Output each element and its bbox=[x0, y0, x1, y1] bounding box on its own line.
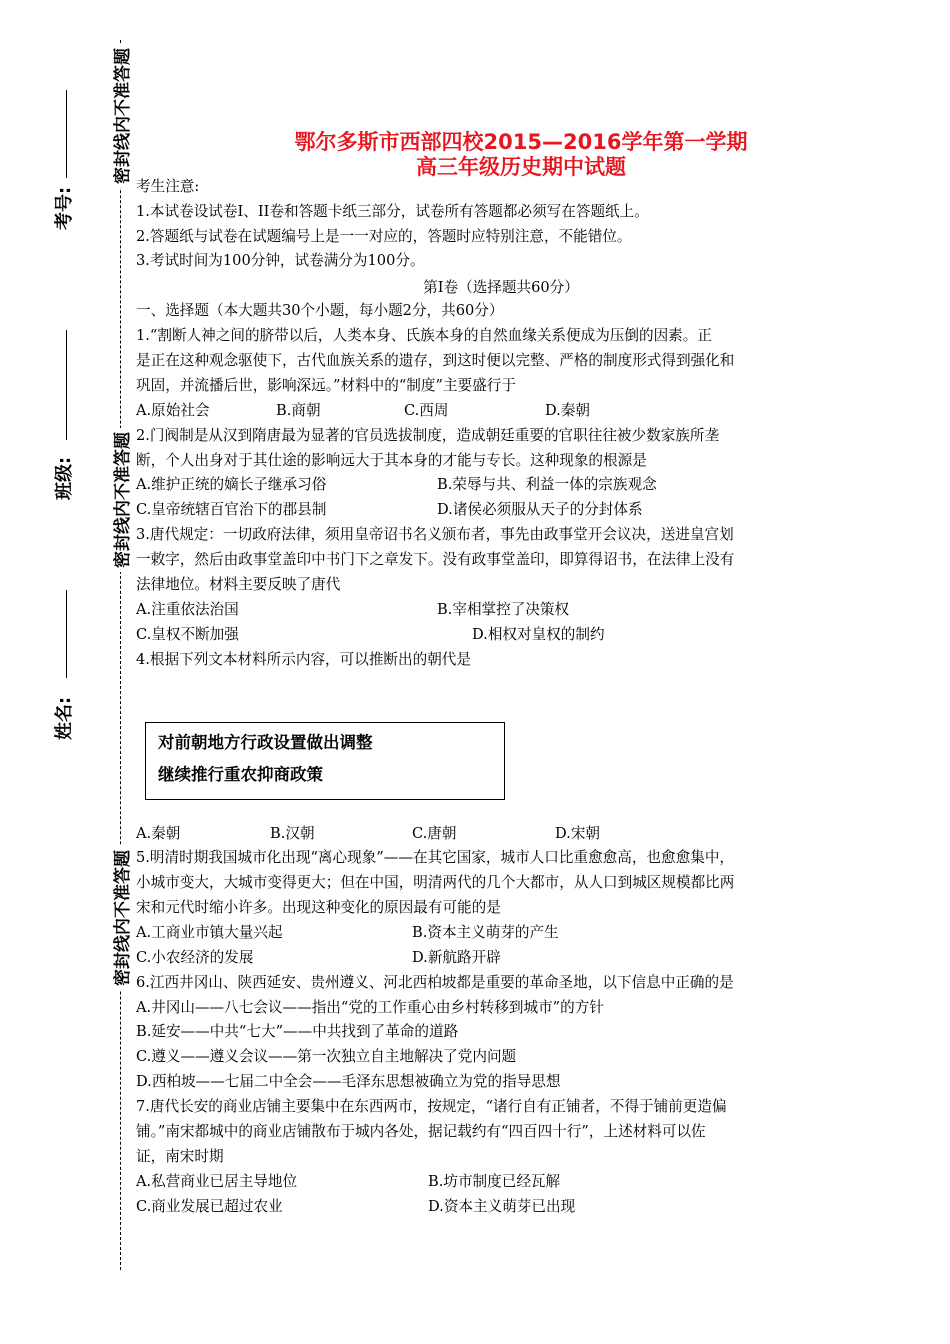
q1-option-d[interactable]: D.秦朝 bbox=[545, 402, 591, 419]
notice-heading: 考生注意: bbox=[136, 178, 200, 195]
question-3-text: 3.唐代规定：一切政府法律，须用皇帝诏书名义颁布者，事先由政事堂开会议决，送进皇宫划 bbox=[136, 526, 734, 543]
question-1-text: 1.“割断人神之间的脐带以后，人类本身、氏族本身的自然血缘关系便成为压倒的因素。正 bbox=[136, 327, 712, 344]
q5-option-c[interactable]: C.小农经济的发展 bbox=[136, 949, 254, 966]
seal-notice-bottom: 密封线内不准答题 bbox=[108, 846, 133, 990]
q4-option-b[interactable]: B.汉朝 bbox=[270, 825, 315, 842]
material-line: 继续推行重农抑商政策 bbox=[158, 765, 323, 784]
notice-item: 3.考试时间为100分钟，试卷满分为100分。 bbox=[136, 252, 425, 269]
q4-option-c[interactable]: C.唐朝 bbox=[412, 825, 457, 842]
question-7-text: 铺。”南宋都城中的商业店铺散布于城内各处，据记载约有“四百四十行”，上述材料可以佐 bbox=[136, 1123, 706, 1140]
question-6-text: 6.江西井冈山、陕西延安、贵州遵义、河北西柏坡都是重要的革命圣地，以下信息中正确的是 bbox=[136, 974, 734, 991]
question-7-text: 证，南宋时期 bbox=[136, 1148, 224, 1165]
q7-option-d[interactable]: D.资本主义萌芽已出现 bbox=[428, 1198, 576, 1215]
q4-option-a[interactable]: A.秦朝 bbox=[136, 825, 181, 842]
q5-option-d[interactable]: D.新航路开辟 bbox=[412, 949, 501, 966]
class-label: 班级: bbox=[54, 456, 75, 500]
name-label: 姓名: bbox=[54, 696, 75, 740]
q4-option-d[interactable]: D.宋朝 bbox=[555, 825, 601, 842]
q6-option-c[interactable]: C.遵义——遵义会议——第一次独立自主地解决了党内问题 bbox=[136, 1048, 517, 1065]
seal-notice-top: 密封线内不准答题 bbox=[108, 44, 133, 188]
q7-option-a[interactable]: A.私营商业已居主导地位 bbox=[136, 1173, 298, 1190]
q1-option-b[interactable]: B.商朝 bbox=[276, 402, 321, 419]
exam-no-line[interactable] bbox=[66, 90, 67, 178]
class-line[interactable] bbox=[66, 330, 67, 440]
question-3-text: 法律地位。材料主要反映了唐代 bbox=[136, 576, 341, 593]
question-2-text: 2.门阀制是从汉到隋唐最为显著的官员选拔制度，造成朝廷重要的官职往往被少数家族所垄 bbox=[136, 427, 720, 444]
q6-option-d[interactable]: D.西柏坡——七届二中全会——毛泽东思想被确立为党的指导思想 bbox=[136, 1073, 561, 1090]
section-heading: 一、选择题（本大题共30个小题，每小题2分，共60分） bbox=[136, 302, 504, 319]
question-5-text: 宋和元代时缩小许多。出现这种变化的原因最有可能的是 bbox=[136, 899, 501, 916]
q3-option-b[interactable]: B.宰相掌控了决策权 bbox=[437, 601, 570, 618]
question-2-text: 断，个人出身对于其仕途的影响远大于其本身的才能与专长。这种现象的根源是 bbox=[136, 452, 647, 469]
q2-option-d[interactable]: D.诸侯必须服从天子的分封体系 bbox=[437, 501, 643, 518]
question-4-text: 4.根据下列文本材料所示内容，可以推断出的朝代是 bbox=[136, 651, 471, 668]
q7-option-b[interactable]: B.坊市制度已经瓦解 bbox=[428, 1173, 561, 1190]
material-box bbox=[145, 722, 505, 800]
q5-option-b[interactable]: B.资本主义萌芽的产生 bbox=[412, 924, 559, 941]
q5-option-a[interactable]: A.工商业市镇大量兴起 bbox=[136, 924, 283, 941]
notice-item: 1.本试卷设试卷I、II卷和答题卡纸三部分，试卷所有答题都必须写在答题纸上。 bbox=[136, 203, 649, 220]
q2-option-b[interactable]: B.荣辱与共、利益一体的宗族观念 bbox=[437, 476, 657, 493]
part1-heading: 第I卷（选择题共60分） bbox=[423, 279, 579, 296]
q2-option-a[interactable]: A.维护正统的嫡长子继承习俗 bbox=[136, 476, 327, 493]
q6-option-a[interactable]: A.井冈山——八七会议——指出“党的工作重心由乡村转移到城市”的方针 bbox=[136, 999, 604, 1016]
notice-item: 2.答题纸与试卷在试题编号上是一一对应的，答题时应特别注意，不能错位。 bbox=[136, 228, 632, 245]
q3-option-a[interactable]: A.注重依法治国 bbox=[136, 601, 239, 618]
q7-option-c[interactable]: C.商业发展已超过农业 bbox=[136, 1198, 283, 1215]
q1-option-c[interactable]: C.西周 bbox=[404, 402, 449, 419]
question-7-text: 7.唐代长安的商业店铺主要集中在东西两市，按规定，“诸行自有正铺者，不得于铺前更造偏 bbox=[136, 1098, 727, 1115]
exam-no-label: 考号: bbox=[54, 186, 75, 230]
exam-title: 鄂尔多斯市西部四校2015—2016学年第一学期 bbox=[294, 130, 748, 154]
q1-option-a[interactable]: A.原始社会 bbox=[136, 402, 210, 419]
q3-option-c[interactable]: C.皇权不断加强 bbox=[136, 626, 239, 643]
question-1-text: 是正在这种观念驱使下，古代血族关系的遗存，到这时便以完整、严格的制度形式得到强化和 bbox=[136, 352, 735, 369]
q2-option-c[interactable]: C.皇帝统辖百官治下的郡县制 bbox=[136, 501, 327, 518]
question-5-text: 5.明清时期我国城市化出现“离心现象”——在其它国家，城市人口比重愈愈高，也愈愈集中， bbox=[136, 849, 735, 866]
seal-notice-middle: 密封线内不准答题 bbox=[108, 428, 133, 572]
name-line[interactable] bbox=[66, 590, 67, 678]
q6-option-b[interactable]: B.延安——中共“七大”——中共找到了革命的道路 bbox=[136, 1023, 459, 1040]
seal-dashed-line bbox=[120, 40, 121, 1270]
exam-subtitle: 高三年级历史期中试题 bbox=[416, 155, 626, 179]
material-line: 对前朝地方行政设置做出调整 bbox=[158, 733, 373, 752]
q3-option-d[interactable]: D.相权对皇权的制约 bbox=[472, 626, 605, 643]
question-5-text: 小城市变大，大城市变得更大；但在中国，明清两代的几个大都市，从人口到城区规模都比两 bbox=[136, 874, 735, 891]
question-1-text: 巩固，并流播后世，影响深远。”材料中的“制度”主要盛行于 bbox=[136, 377, 516, 394]
question-3-text: 一敕字，然后由政事堂盖印中书门下之章发下。没有政事堂盖印，即算得诏书，在法律上没有 bbox=[136, 551, 735, 568]
